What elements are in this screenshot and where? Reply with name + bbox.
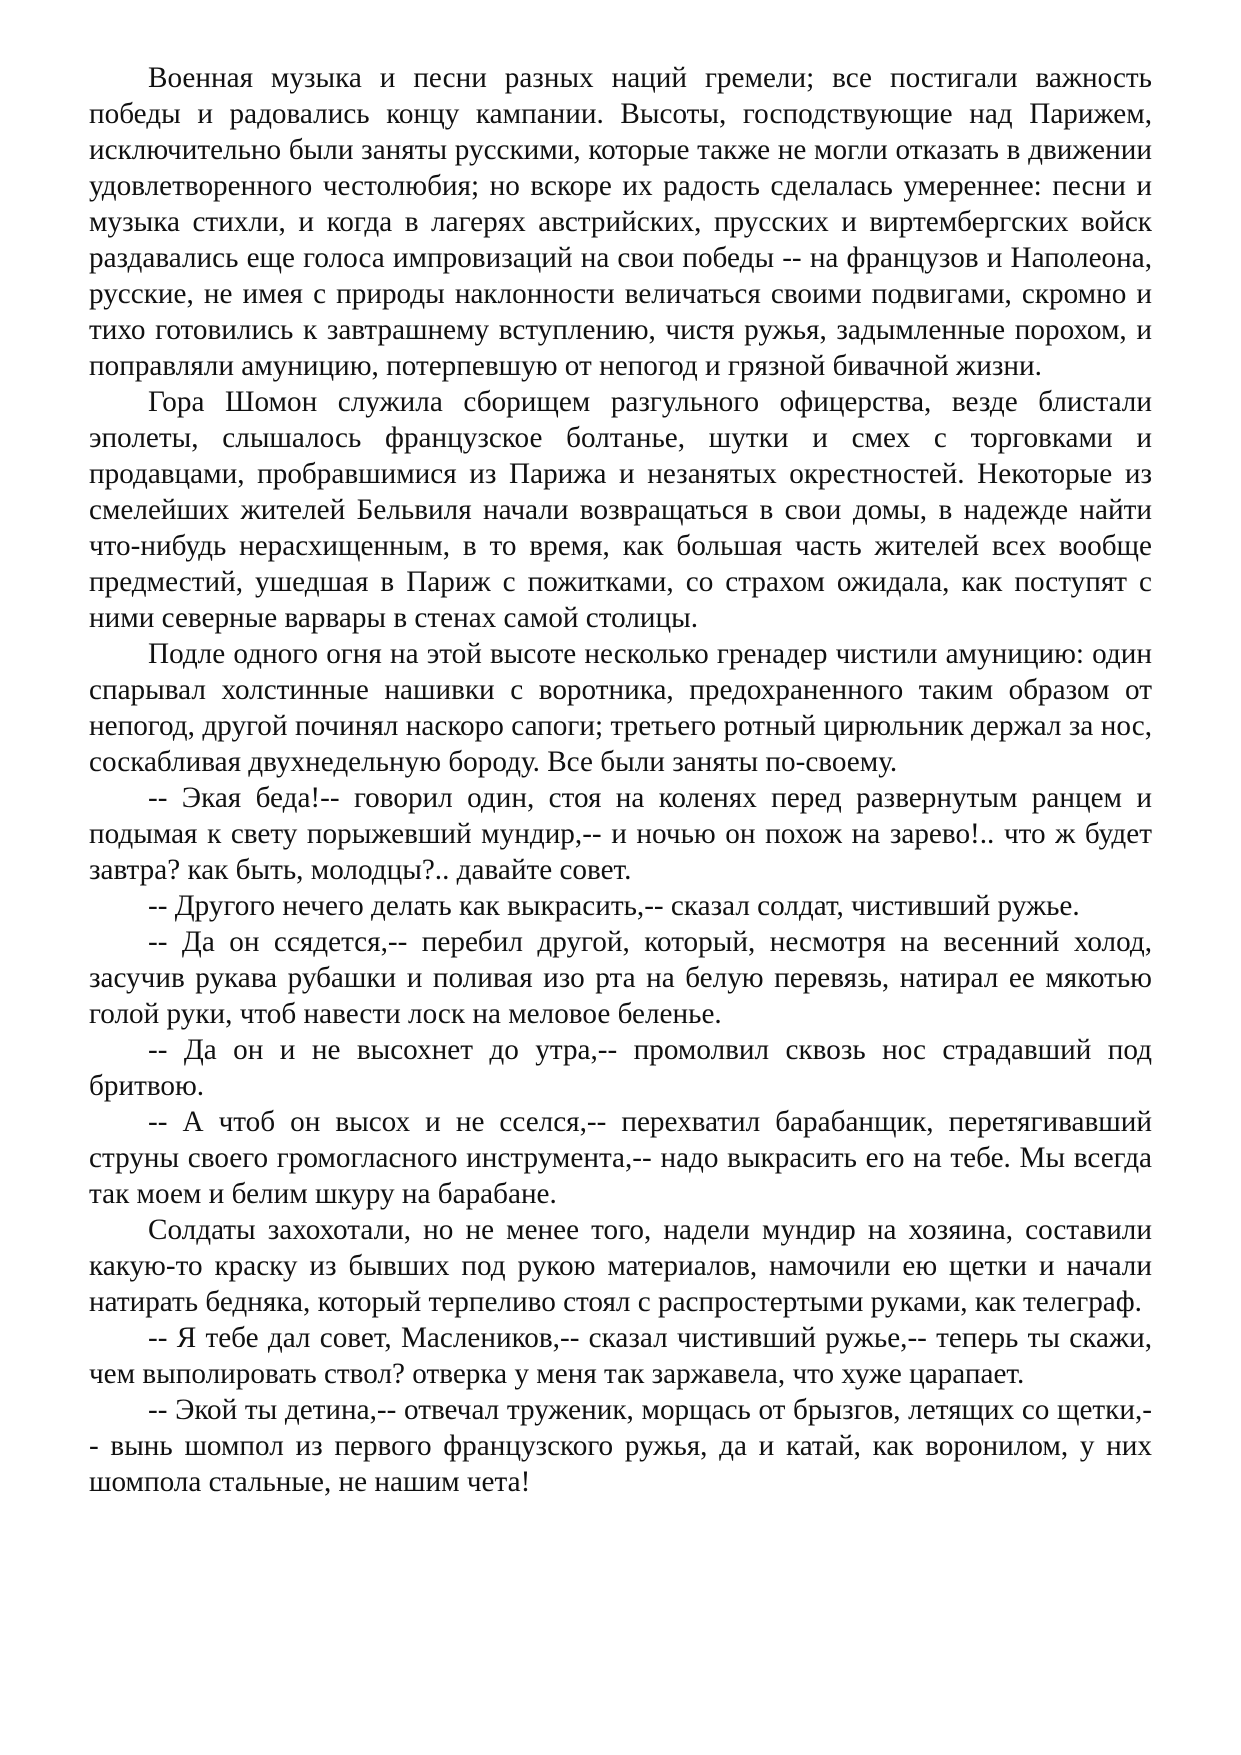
paragraph-6: -- Да он ссядется,-- перебил другой, который, несмотря на весенний холод, засучив рукава рубашки и поливая изо рта на белую перевязь, натирал ее мякотью голой руки, чтоб навести лоск на меловое беленье.	[89, 926, 1152, 1030]
paragraph-7: -- Да он и не высохнет до утра,-- промолвил сквозь нос страдавший под бритвою.	[89, 1034, 1152, 1102]
paragraph-2: Гора Шомон служила сборищем разгульного офицерства, везде блистали эполеты, слышалось французское болтанье, шутки и смех с торговками и продавцами, пробравшимися из Парижа и незанятых окрестностей. Некоторые из смелейших жителей Бельвиля начали возвращаться в свои домы, в надежде найти что-нибудь нерасхищенным, в то время, как большая часть жителей всех вообще предместий, ушедшая в Париж с пожитками, со страхом ожидала, как поступят с ними северные варвары в стенах самой столицы.	[89, 386, 1152, 634]
paragraph-8: -- А чтоб он высох и не сселся,-- перехватил барабанщик, перетягивавший струны своего громогласного инструмента,-- надо выкрасить его на тебе. Мы всегда так моем и белим шкуру на барабане.	[89, 1106, 1152, 1210]
paragraph-10: -- Я тебе дал совет, Маслеников,-- сказал чистивший ружье,-- теперь ты скажи, чем выполировать ствол? отверка у меня так заржавела, что хуже царапает.	[89, 1322, 1152, 1390]
paragraph-1: Военная музыка и песни разных наций гремели; все постигали важность победы и радовались концу кампании. Высоты, господствующие над Парижем, исключительно были заняты русскими, которые также не могли отказать в движении удовлетворенного честолюбия; но вскоре их радость сделалась умереннее: песни и музыка стихли, и когда в лагерях австрийских, прусских и виртембергских войск раздавались еще голоса импровизаций на свои победы -- на французов и Наполеона, русские, не имея с природы наклонности величаться своими подвигами, скромно и тихо готовились к завтрашнему вступлению, чистя ружья, задымленные порохом, и поправляли амуницию, потерпевшую от непогод и грязной бивачной жизни.	[89, 62, 1152, 382]
paragraph-4: -- Экая беда!-- говорил один, стоя на коленях перед развернутым ранцем и подымая к свету порыжевший мундир,-- и ночью он похож на зарево!.. что ж будет завтра? как быть, молодцы?.. давайте совет.	[89, 782, 1152, 886]
paragraph-3: Подле одного огня на этой высоте несколько гренадер чистили амуницию: один спарывал холстинные нашивки с воротника, предохраненного таким образом от непогод, другой починял наскоро сапоги; третьего ротный цирюльник держал за нос, соскабливая двухнедельную бороду. Все были заняты по-своему.	[89, 638, 1152, 778]
text-body	[89, 60, 1152, 1500]
paragraph-5: -- Другого нечего делать как выкрасить,-- сказал солдат, чистивший ружье.	[148, 890, 1080, 922]
paragraph-11: -- Экой ты детина,-- отвечал труженик, морщась от брызгов, летящих со щетки,-- вынь шомпол из первого французского ружья, да и катай, как воронилом, у них шомпола стальные, не нашим чета!	[89, 1394, 1152, 1498]
paragraph-9: Солдаты захохотали, но не менее того, надели мундир на хозяина, составили какую-то краску из бывших под рукою материалов, намочили ею щетки и начали натирать бедняка, который терпеливо стоял с распростертыми руками, как телеграф.	[89, 1214, 1152, 1318]
